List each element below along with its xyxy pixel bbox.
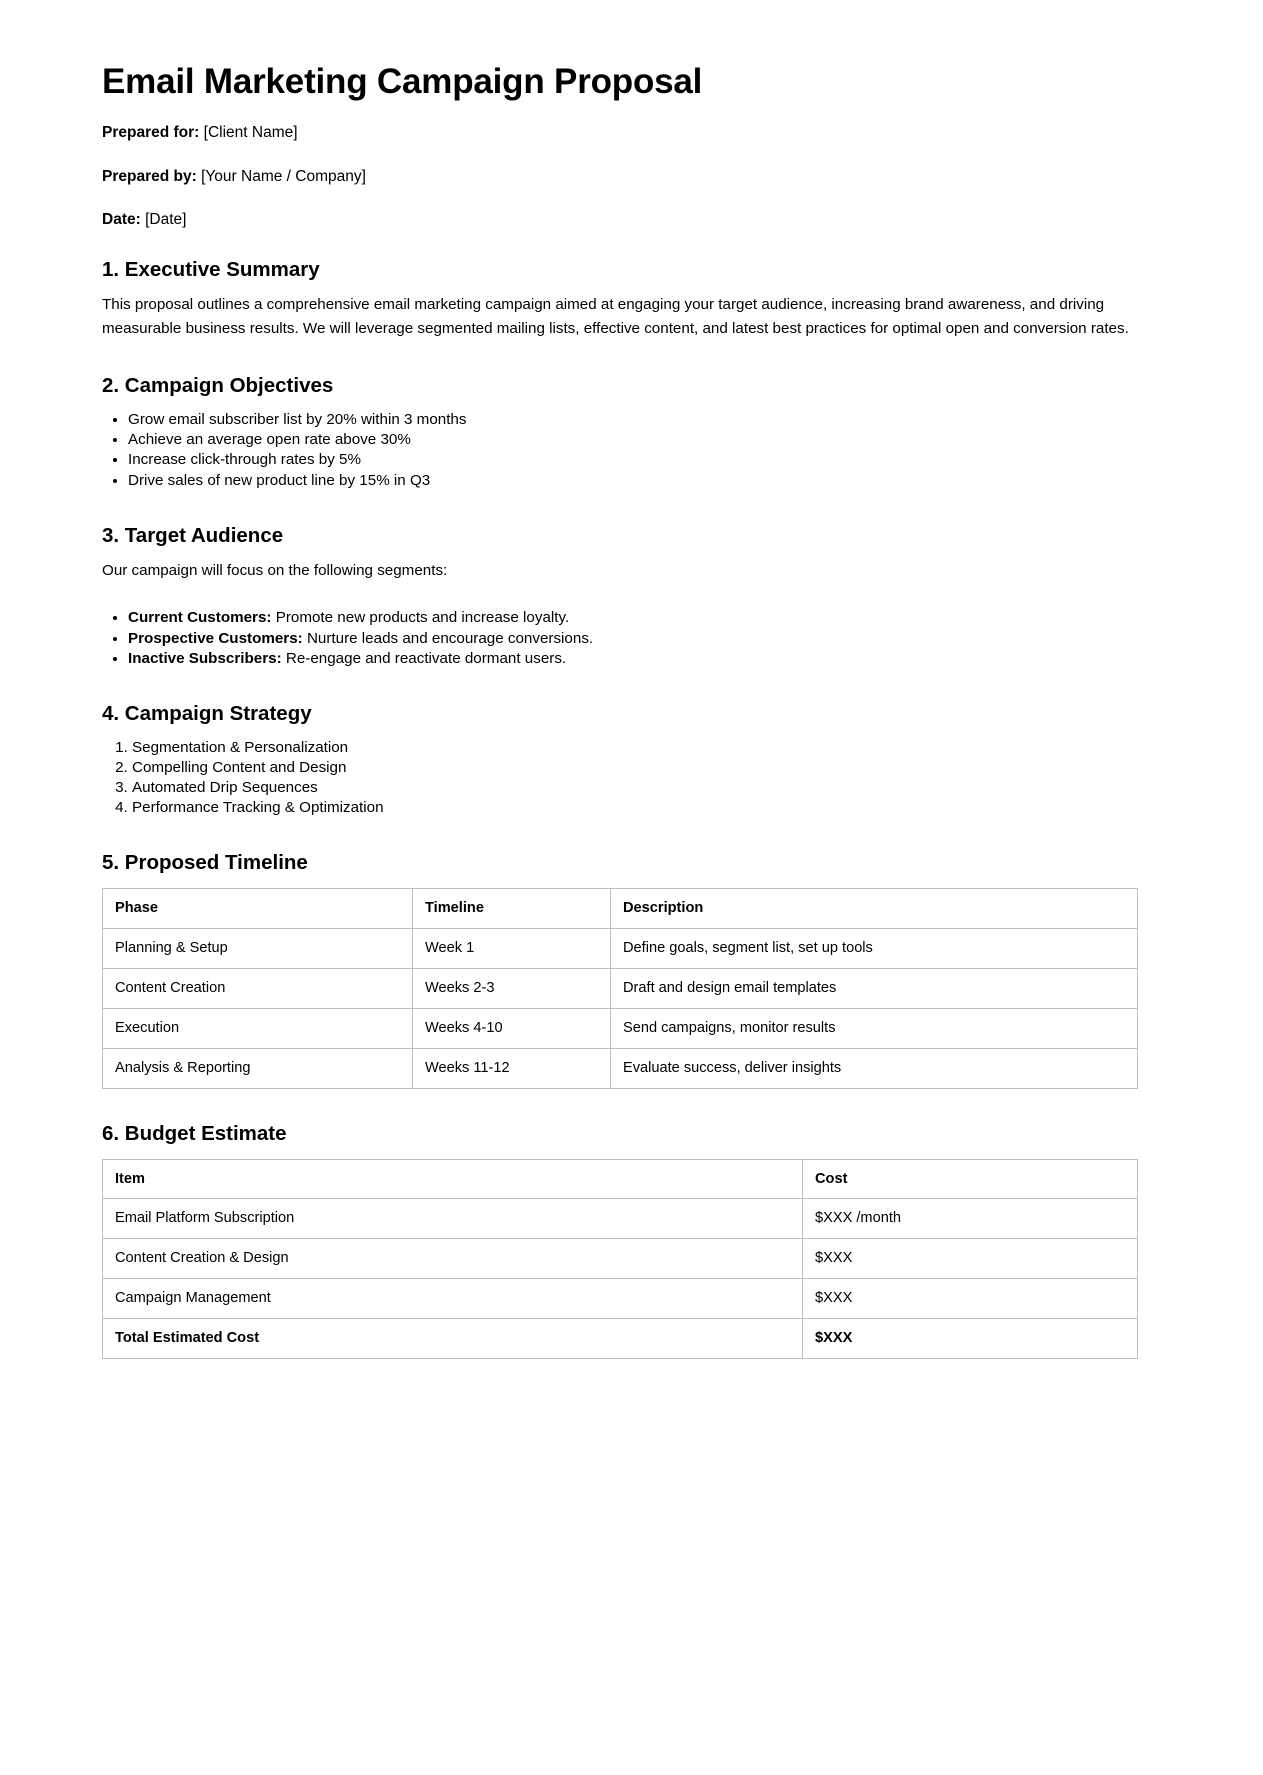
section-heading-proposed-timeline: 5. Proposed Timeline — [102, 851, 308, 875]
cell-description: Draft and design email templates — [611, 969, 1138, 1009]
cell-cost: $XXX — [803, 1239, 1138, 1279]
meta-prepared-by-label: Prepared by: — [102, 167, 197, 185]
list-item-lead: Current Customers: — [128, 609, 272, 627]
table-row — [103, 1048, 1138, 1088]
meta-prepared-for-value: [Client Name] — [199, 124, 298, 142]
cell-item: Campaign Management — [103, 1279, 803, 1319]
table-header-row — [103, 889, 1138, 929]
list-item-lead: Prospective Customers: — [128, 629, 303, 647]
cell-cost: $XXX — [803, 1279, 1138, 1319]
column-header-phase: Phase — [103, 889, 413, 929]
column-header-item: Item — [103, 1159, 803, 1199]
section-heading-target-audience: 3. Target Audience — [102, 523, 284, 547]
list-item — [128, 608, 1147, 628]
list-item: 2. Compelling Content and Design — [132, 758, 1147, 778]
table-row — [103, 929, 1138, 969]
meta-prepared-by — [102, 166, 1147, 188]
target-audience-list — [102, 608, 1147, 669]
cell-description: Define goals, segment list, set up tools — [611, 929, 1138, 969]
column-header-cost: Cost — [803, 1159, 1138, 1199]
section-heading-budget-estimate: 6. Budget Estimate — [102, 1121, 287, 1145]
cell-cost: $XXX — [803, 1319, 1138, 1359]
timeline-table — [102, 888, 1138, 1089]
budget-table — [102, 1159, 1138, 1360]
cell-timeline: Weeks 4-10 — [413, 1008, 611, 1048]
list-item: 1. Segmentation & Personalization — [132, 738, 1147, 758]
meta-prepared-for-label: Prepared for: — [102, 124, 200, 142]
cell-phase: Analysis & Reporting — [103, 1048, 413, 1088]
list-item: 4. Performance Tracking & Optimization — [132, 798, 1147, 818]
cell-item: Email Platform Subscription — [103, 1199, 803, 1239]
section-heading-campaign-objectives: 2. Campaign Objectives — [102, 374, 334, 398]
meta-date — [102, 209, 1147, 231]
table-row — [103, 1008, 1138, 1048]
cell-timeline: Week 1 — [413, 929, 611, 969]
cell-item: Total Estimated Cost — [103, 1319, 803, 1359]
cell-description: Send campaigns, monitor results — [611, 1008, 1138, 1048]
target-audience-intro: Our campaign will focus on the following segments: — [102, 562, 448, 580]
list-item-text: Promote new products and increase loyalty. — [271, 609, 570, 627]
list-item: • Grow email subscriber list by 20% within 3 months — [128, 410, 1147, 430]
section-heading-executive-summary: 1. Executive Summary — [102, 257, 320, 281]
table-row — [103, 969, 1138, 1009]
cell-item: Content Creation & Design — [103, 1239, 803, 1279]
cell-phase: Content Creation — [103, 969, 413, 1009]
meta-prepared-for — [102, 122, 1147, 144]
meta-date-value: [Date] — [140, 211, 187, 229]
meta-date-label: Date: — [102, 211, 141, 229]
table-row — [103, 1239, 1138, 1279]
table-row — [103, 1199, 1138, 1239]
list-item — [128, 629, 1147, 649]
column-header-description: Description — [611, 889, 1138, 929]
page-title: Email Marketing Campaign Proposal — [102, 62, 703, 101]
column-header-timeline: Timeline — [413, 889, 611, 929]
campaign-strategy-list — [102, 738, 1147, 819]
campaign-objectives-list — [102, 410, 1147, 491]
section-heading-campaign-strategy: 4. Campaign Strategy — [102, 702, 312, 726]
cell-timeline: Weeks 11-12 — [413, 1048, 611, 1088]
table-row-total — [103, 1319, 1138, 1359]
list-item: • Increase click-through rates by 5% — [128, 450, 1147, 470]
meta-prepared-by-value: [Your Name / Company] — [196, 167, 366, 185]
cell-phase: Execution — [103, 1008, 413, 1048]
spacer — [102, 595, 1147, 602]
cell-phase: Planning & Setup — [103, 929, 413, 969]
executive-summary-paragraph: This proposal outlines a comprehensive email marketing campaign aimed at engaging your target audience, increasing brand awareness, and driving measurable business results. We will leverage segmented mailing lists, effective content, and latest best practices for optimal open and conversion rates. — [102, 296, 1129, 338]
list-item: 3. Automated Drip Sequences — [132, 778, 1147, 798]
list-item: • Drive sales of new product line by 15% in Q3 — [128, 471, 1147, 491]
list-item-lead: Inactive Subscribers: — [128, 649, 282, 667]
cell-timeline: Weeks 2-3 — [413, 969, 611, 1009]
list-item — [128, 649, 1147, 669]
cell-description: Evaluate success, deliver insights — [611, 1048, 1138, 1088]
cell-cost: $XXX /month — [803, 1199, 1138, 1239]
table-row — [103, 1279, 1138, 1319]
list-item: • Achieve an average open rate above 30% — [128, 430, 1147, 450]
table-header-row — [103, 1159, 1138, 1199]
document-body — [102, 62, 1147, 1347]
list-item-text: Re-engage and reactivate dormant users. — [281, 649, 567, 667]
list-item-text: Nurture leads and encourage conversions. — [302, 629, 594, 647]
